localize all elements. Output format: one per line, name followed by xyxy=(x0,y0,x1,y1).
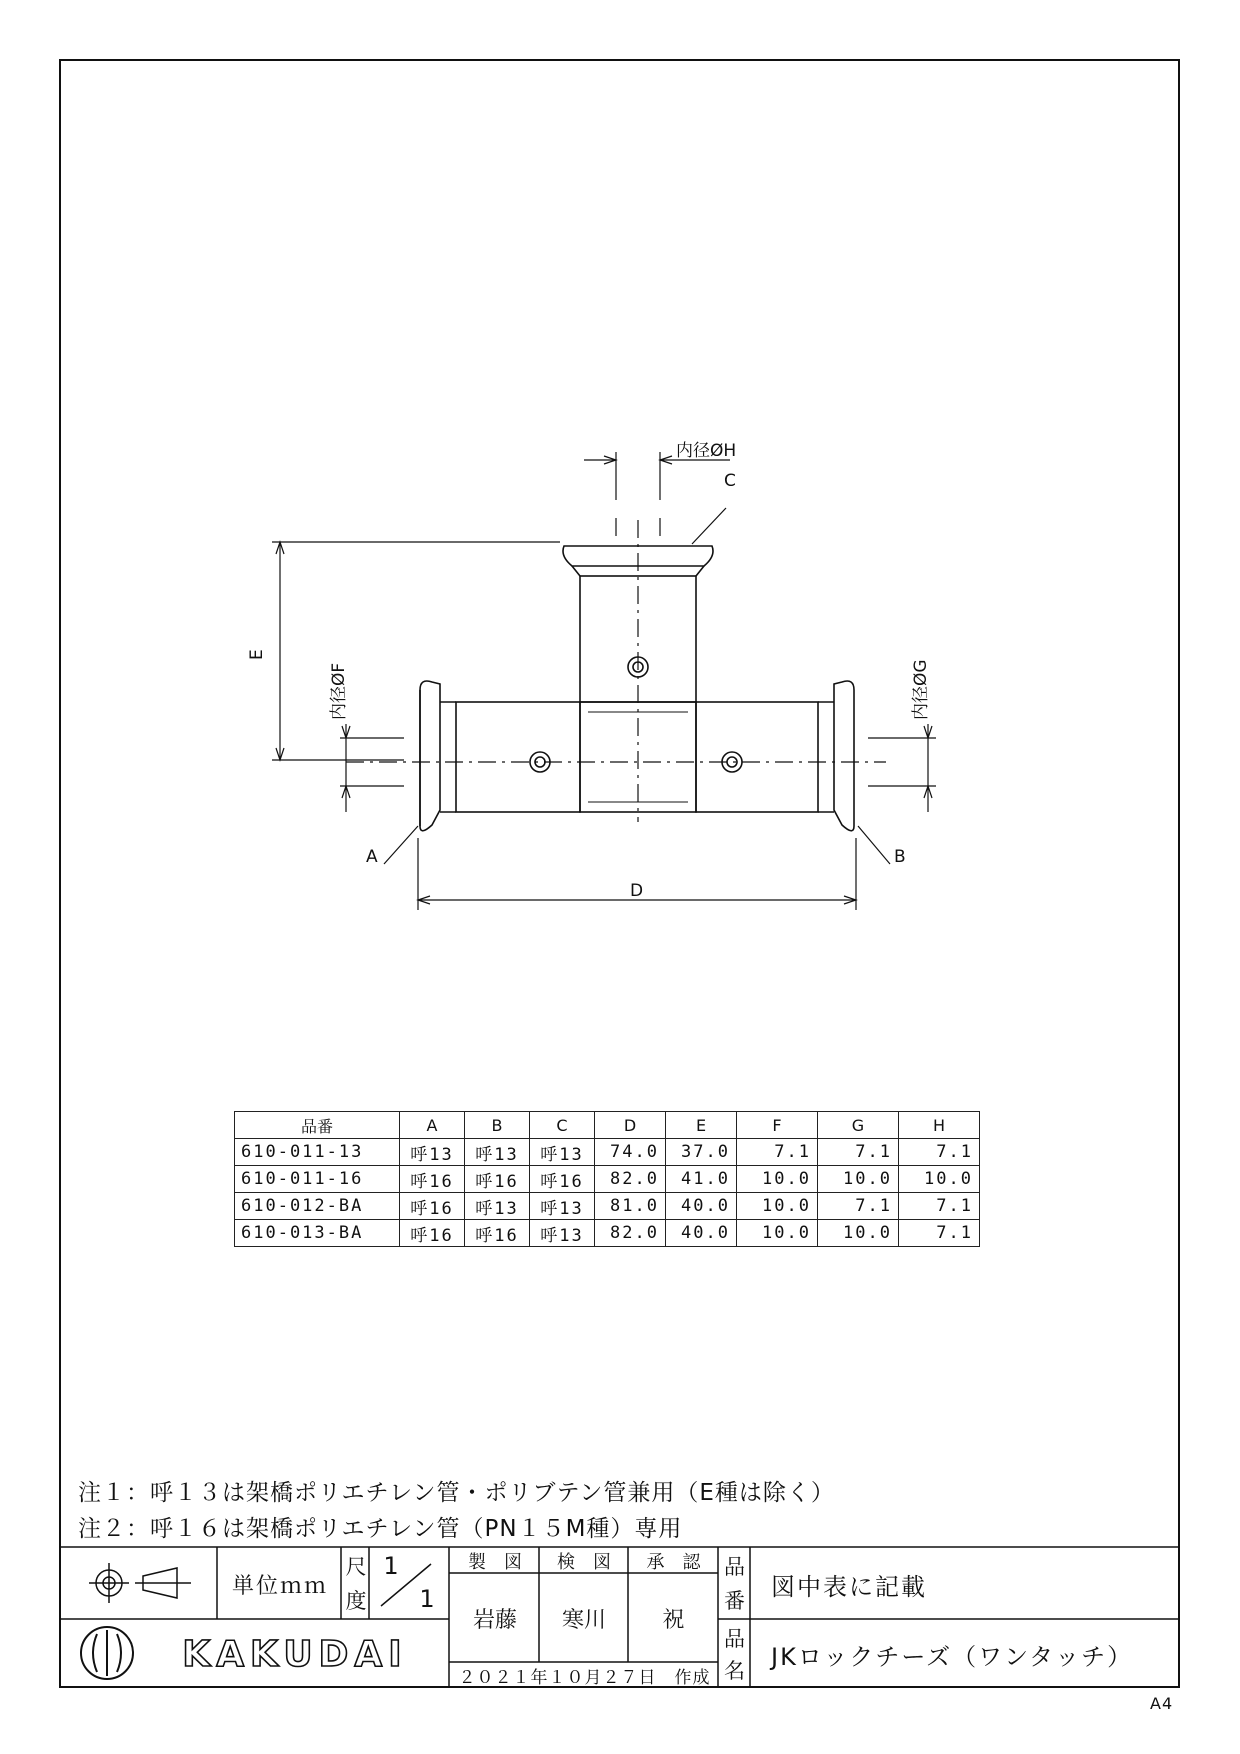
table-cell: 7.1 xyxy=(899,1220,980,1247)
col-header: G xyxy=(818,1112,899,1139)
drawn-by: 岩藤 xyxy=(472,1607,517,1633)
label-d: D xyxy=(630,881,644,901)
label-inner-f: 内径ØF xyxy=(329,662,349,720)
table-cell: 10.0 xyxy=(899,1166,980,1193)
label-e: E xyxy=(247,649,267,660)
table-cell: 610-011-16 xyxy=(235,1166,400,1193)
projection-symbol xyxy=(89,1563,191,1603)
table-cell: 7.1 xyxy=(737,1139,818,1166)
table-row xyxy=(235,1220,980,1247)
right-body xyxy=(696,702,818,812)
col-header: B xyxy=(465,1112,530,1139)
table-row xyxy=(235,1166,980,1193)
table-cell: 82.0 xyxy=(595,1166,666,1193)
title-block xyxy=(59,1546,1180,1688)
approved-label: 承 認 xyxy=(646,1551,701,1573)
unit-label: 単位ｍｍ xyxy=(231,1573,328,1599)
note-1: 注１：呼１３は架橋ポリエチレン管・ポリブテン管兼用（E種は除く） xyxy=(78,1480,835,1506)
col-header: F xyxy=(737,1112,818,1139)
table-cell: 10.0 xyxy=(737,1220,818,1247)
table-row xyxy=(235,1139,980,1166)
part-name-label-2: 名 xyxy=(724,1659,745,1683)
drawn-label: 製 図 xyxy=(468,1551,522,1573)
approved-by: 祝 xyxy=(662,1607,685,1633)
label-b: B xyxy=(894,847,906,867)
table-cell: 呼16 xyxy=(465,1166,530,1193)
part-name-value: JKロックチーズ（ワンタッチ） xyxy=(771,1642,1134,1671)
table-cell: 610-011-13 xyxy=(235,1139,400,1166)
table-cell: 10.0 xyxy=(818,1166,899,1193)
table-cell: 呼13 xyxy=(530,1193,595,1220)
col-header: C xyxy=(530,1112,595,1139)
table-cell: 呼16 xyxy=(400,1166,465,1193)
scale-label-2: 度 xyxy=(345,1589,367,1613)
table-cell: 10.0 xyxy=(737,1193,818,1220)
part-no-value: 図中表に記載 xyxy=(771,1572,927,1601)
col-header: E xyxy=(666,1112,737,1139)
table-cell: 呼16 xyxy=(400,1193,465,1220)
table-cell: 7.1 xyxy=(818,1139,899,1166)
label-inner-g: 内径ØG xyxy=(911,659,931,720)
col-header: A xyxy=(400,1112,465,1139)
label-a: A xyxy=(366,847,378,867)
table-cell: 10.0 xyxy=(818,1220,899,1247)
scale-label-1: 尺 xyxy=(345,1555,367,1579)
table-cell: 7.1 xyxy=(899,1193,980,1220)
table-cell: 37.0 xyxy=(666,1139,737,1166)
table-cell: 40.0 xyxy=(666,1193,737,1220)
table-cell: 610-012-BA xyxy=(235,1193,400,1220)
table-cell: 呼16 xyxy=(530,1166,595,1193)
col-header: D xyxy=(595,1112,666,1139)
left-body xyxy=(456,702,580,812)
table-cell: 呼13 xyxy=(530,1139,595,1166)
table-cell: 41.0 xyxy=(666,1166,737,1193)
table-cell: 7.1 xyxy=(899,1139,980,1166)
table-cell: 呼13 xyxy=(465,1193,530,1220)
part-no-label-1: 品 xyxy=(724,1555,745,1579)
part-name-label-1: 品 xyxy=(724,1627,745,1651)
table-cell: 10.0 xyxy=(737,1166,818,1193)
table-cell: 74.0 xyxy=(595,1139,666,1166)
table-cell: 82.0 xyxy=(595,1220,666,1247)
table-header-row xyxy=(235,1112,980,1139)
table-cell: 呼13 xyxy=(400,1139,465,1166)
company-logo-text: KAKUDAI xyxy=(182,1633,408,1675)
table-cell: 呼16 xyxy=(465,1220,530,1247)
scale-numerator: 1 xyxy=(383,1552,399,1580)
table-cell: 610-013-BA xyxy=(235,1220,400,1247)
table-cell: 呼13 xyxy=(530,1220,595,1247)
spec-table xyxy=(234,1111,980,1247)
table-cell: 40.0 xyxy=(666,1220,737,1247)
right-socket xyxy=(834,681,854,831)
kakudai-logo-mark xyxy=(81,1627,133,1679)
left-socket xyxy=(420,681,440,831)
table-row xyxy=(235,1193,980,1220)
col-header: 品番 xyxy=(235,1112,400,1139)
label-c: C xyxy=(724,471,736,491)
checked-label: 検 図 xyxy=(557,1551,611,1573)
date-created: ２０２１年１０月２７日 作成 xyxy=(458,1668,711,1688)
scale-denominator: 1 xyxy=(419,1585,435,1613)
table-cell: 呼16 xyxy=(400,1220,465,1247)
part-no-label-2: 番 xyxy=(724,1589,745,1613)
table-cell: 81.0 xyxy=(595,1193,666,1220)
page-size-label: A4 xyxy=(1150,1694,1174,1713)
table-cell: 呼13 xyxy=(465,1139,530,1166)
table-cell: 7.1 xyxy=(818,1193,899,1220)
note-2: 注２：呼１６は架橋ポリエチレン管（PN１５M種）専用 xyxy=(78,1516,683,1542)
checked-by: 寒川 xyxy=(561,1607,606,1633)
label-inner-h: 内径ØH xyxy=(676,441,737,461)
col-header: H xyxy=(899,1112,980,1139)
